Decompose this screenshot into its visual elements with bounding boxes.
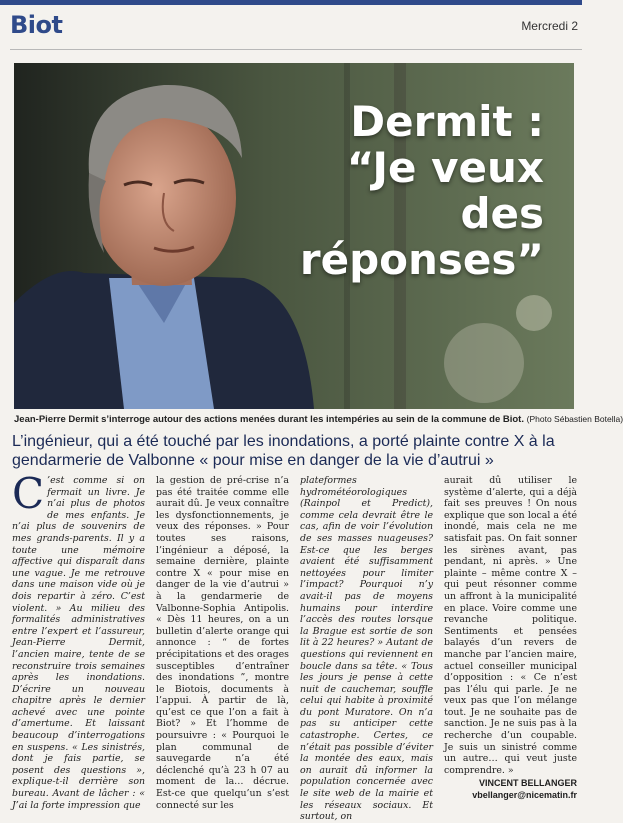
- photo-credit: (Photo Sébastien Botella): [526, 414, 623, 424]
- article-column: [444, 475, 577, 802]
- header-rule: [10, 49, 582, 50]
- headline-line: “Je veux: [346, 143, 544, 192]
- column-text: la gestion de pré-crise n’a pas été traitée comme elle aurait dû. Je veux connaître les dysfonctionnements, je veux des réponses. » Pour toutes ses raisons, l’ingénieur a déposé, la semaine dernière, plainte contre X « pour mise en danger de la vie d’autrui » à la gendarmerie de Valbonne-Sophia Antipolis. « Dès 11 heures, on a un bulletin d’alerte orange qui annonce : “ de fortes précipitations et des orages susceptibles d’entraîner des inondations ”, montre le Biotois, documents à l’appui. À partir de là, qu’est ce que l’on a fait à Biot? » Et l’homme de poursuivre : « Pourquoi le plan communal de sauvegarde n’a été déclenché qu’à 23 h 07 au moment de la… décrue. Est-ce que quelqu’un s’est connecté sur les: [156, 475, 289, 811]
- drop-cap: C: [12, 469, 45, 518]
- article-body: [12, 469, 578, 823]
- photo-caption: [14, 414, 623, 425]
- column-text: ’est comme si on fermait un livre. Je n’ai plus de photos de mes enfants. Je n’ai plus de souvenirs de mes grands-parents. Il y a toute une mémoire affective qui disparaît dans une vague. Je me retrouve dans une maison vide où je dois repartir à zéro. C’est violent. » Au milieu des formalités administratives entre l’expert et l’assureur, Jean-Pierre Dermit, l’ancien maire, tente de se reconstruire trois semaines après les inondations. D’écrire un nouveau chapitre après le dernier achevé avec une pointe d’amertume. Et laissant beaucoup d’interrogations en suspens. « Les sinistrés, dont je fais partie, se posent des questions », explique-t-il derrière son bureau. Avant de lâcher : « J’ai la forte impression que: [12, 475, 145, 811]
- headline: [224, 99, 544, 283]
- column-text: aurait dû utiliser le système d’alerte, qui a déjà fait ses preuves ! On nous explique que son local a été inondé, mais cela ne me satisfait pas. On fait sonner les sirènes avant, pas pendant, ni après. » Une plainte – même contre X – qui peut résonner comme un affront à la municipalité en place. Voire comme une revanche politique. Sentiments et pensées balayés d’un revers de manche par l’ancien maire, actuel conseiller municipal d’opposition : « Ce n’est pas l’élu qui parle. Je ne veux pas que l’on mélange tout. Je ne souhaite pas de sanction. Je ne suis pas à la recherche d’un coupable. Je suis un sinistré comme un autre… qui veut juste comprendre. »: [444, 475, 577, 776]
- article-column: [156, 475, 289, 811]
- headline-line: des réponses”: [299, 189, 544, 284]
- article-column: [300, 475, 433, 823]
- author-email[interactable]: vbellanger@nicematin.fr: [472, 790, 577, 801]
- page-header: [0, 5, 582, 49]
- headline-line: Dermit :: [350, 97, 544, 146]
- caption-text: Jean-Pierre Dermit s’interroge autour des actions menées durant les intempéries au sein de la commune de Biot.: [14, 414, 524, 425]
- portrait-photo: [14, 63, 574, 409]
- issue-date: Mercredi 2: [521, 19, 578, 33]
- article-deck: L’ingénieur, qui a été touché par les inondations, a porté plainte contre X à la gendarmerie de Valbonne « pour mise en danger de la vie d’autrui »: [12, 433, 555, 469]
- article-column: [12, 469, 145, 811]
- column-text: plateformes hydrométéorologiques (Rainpol et Predict), comme cela devrait être le cas, afin de voir l’évolution de ses masses nuageuses? Est-ce que les berges avaient été suffisamment nettoyées pour limiter l’impact? Pourquoi n’y avait-il pas de moyens humains pour interdire l’accès des routes lorsque la Brague est sortie de son lit à 22 heures? » Autant de questions qui reviennent en boucle dans sa tête. « Tous les jours je pense à cette nuit de cauchemar, souffle celui qui habite à proximité du pont Muratore. On n’a pas su anticiper cette catastrophe. Certes, ce n’était pas possible d’éviter la montée des eaux, mais on aurait dû informer la population concernée avec le site web de la mairie et les réseaux sociaux. Et surtout, on: [300, 475, 433, 823]
- section-title: Biot: [10, 11, 63, 39]
- author-name: VINCENT BELLANGER: [478, 778, 577, 789]
